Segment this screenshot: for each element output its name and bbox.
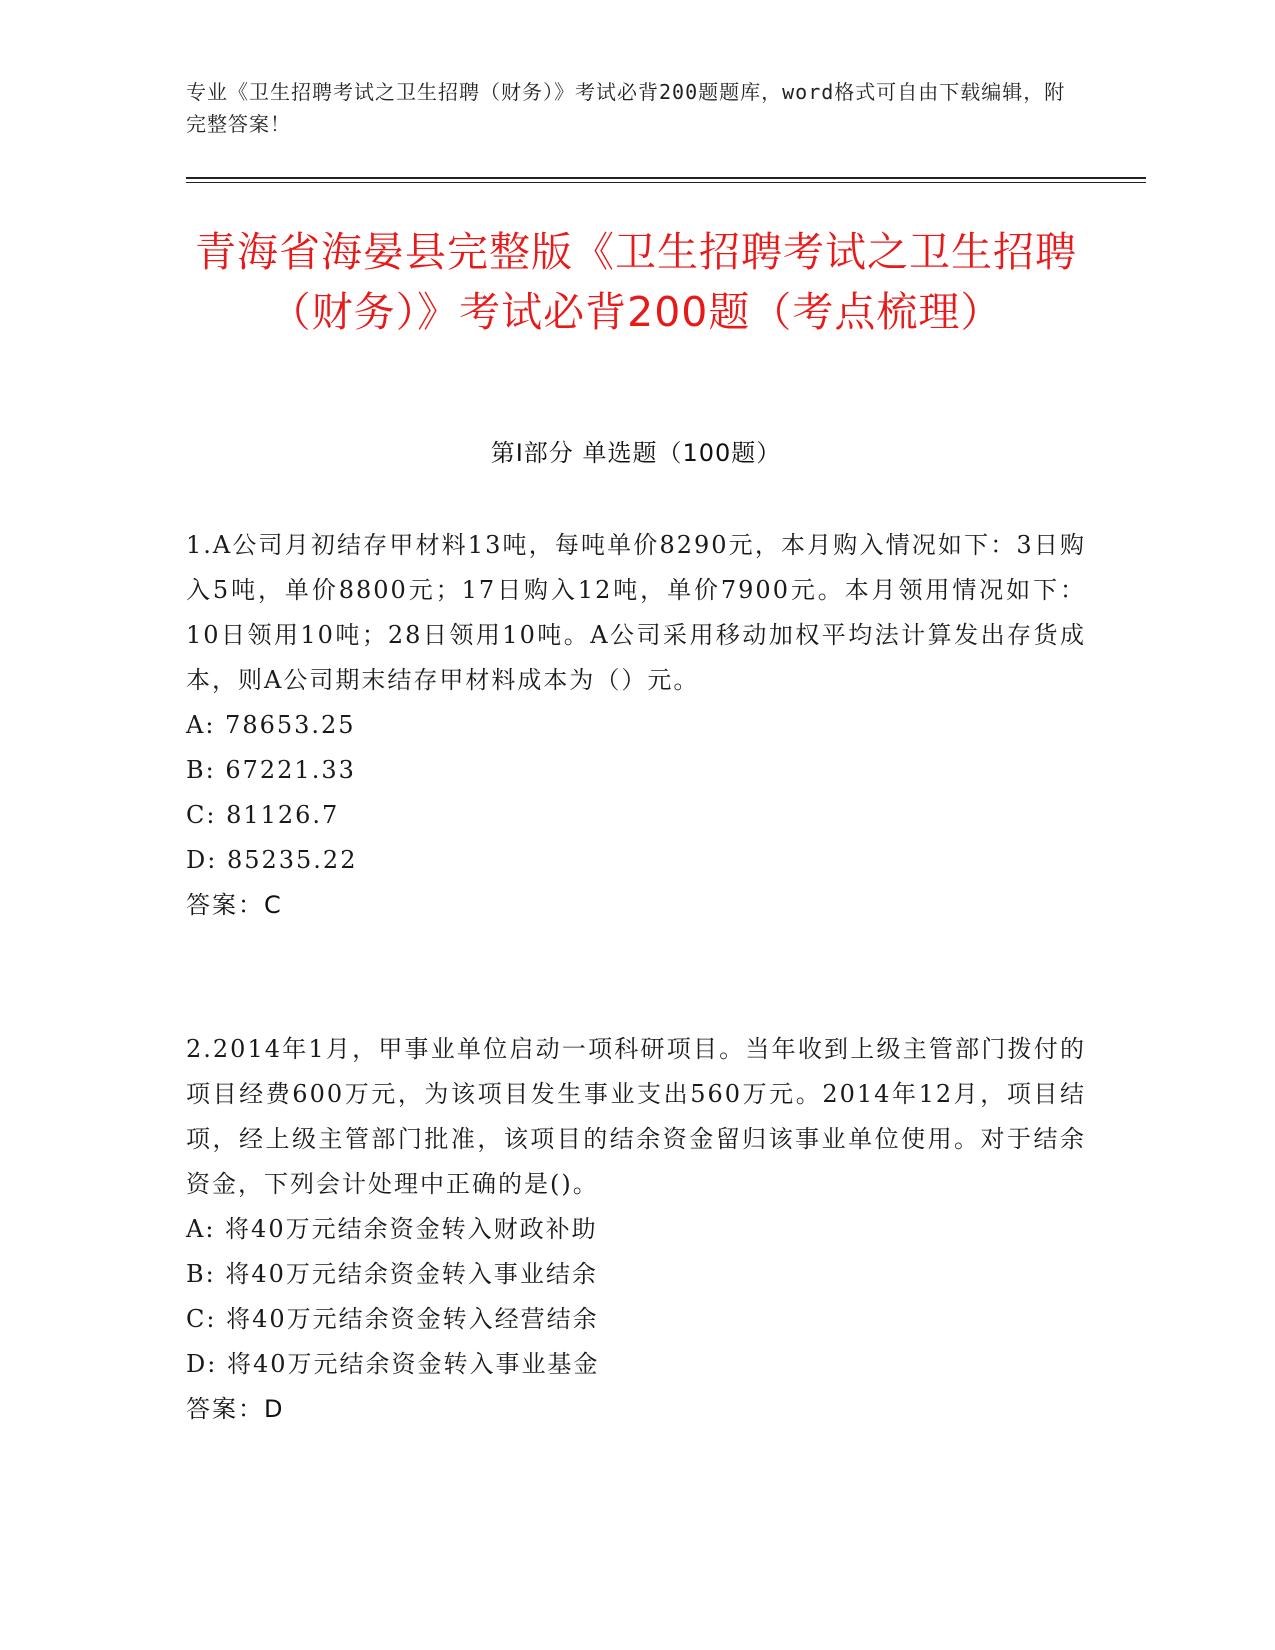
answer: 答案：D: [186, 1395, 285, 1423]
question-stem: 2.2014年1月，甲事业单位启动一项科研项目。当年收到上级主管部门拨付的项目经费600万元，为该项目发生事业支出560万元。2014年12月，项目结项，经上级主管部门批准，该项目的结余资金留归该事业单位使用。对于结余资金，下列会计处理中正确的是()。: [186, 1035, 1086, 1198]
header-rule-thin: [186, 182, 1146, 183]
question-2: [186, 1027, 1086, 1432]
section-heading: 第Ⅰ部分 单选题（100题）: [490, 439, 782, 467]
question-1: [186, 523, 1086, 928]
option-b: B: 将40万元结余资金转入事业结余: [186, 1260, 598, 1288]
option-c: C: 81126.7: [186, 801, 340, 829]
option-b: B: 67221.33: [186, 756, 356, 784]
answer: 答案：C: [186, 891, 283, 919]
option-a: A: 78653.25: [186, 711, 356, 739]
header-rule-thick: [186, 177, 1146, 179]
document-title: 青海省海晏县完整版《卫生招聘考试之卫生招聘（财务）》考试必背200题（考点梳理）: [195, 228, 1077, 336]
option-d: D: 将40万元结余资金转入事业基金: [186, 1350, 600, 1378]
option-a: A: 将40万元结余资金转入财政补助: [186, 1215, 598, 1243]
header-note: 专业《卫生招聘考试之卫生招聘（财务）》考试必背200题题库，word格式可自由下载编辑，附完整答案！: [186, 80, 1066, 136]
option-d: D: 85235.22: [186, 846, 358, 874]
question-stem: 1.A公司月初结存甲材料13吨，每吨单价8290元，本月购入情况如下：3日购入5吨，单价8800元；17日购入12吨，单价7900元。本月领用情况如下：10日领用10吨；28日领用10吨。A公司采用移动加权平均法计算发出存货成本，则A公司期末结存甲材料成本为（）元。: [186, 531, 1086, 694]
option-c: C: 将40万元结余资金转入经营结余: [186, 1305, 599, 1333]
